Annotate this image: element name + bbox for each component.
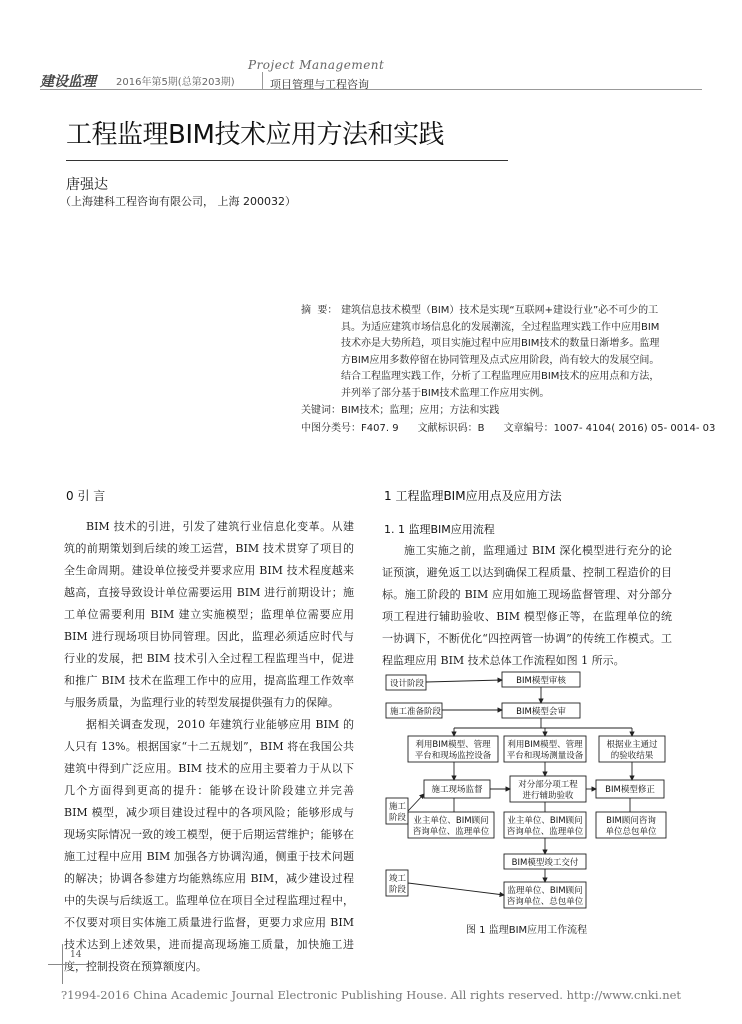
crop-mark: [62, 944, 63, 984]
flow-connector: [408, 794, 424, 811]
stage-completion-label: 竣工阶段: [389, 874, 407, 895]
label-box-c: 根据业主通过的验收结果: [606, 740, 658, 761]
paragraph: 施工实施之前，监理通过 BIM 深化模型进行充分的论证预演，避免返工以达到确保工程质量、控制工程造价的目标。施工阶段的 BIM 应用如施工现场监督管理、对分部分项工程进行辅助验收、BIM 模型修正等，在监理单位的统一协调下，不断优化“四控两管一协调”的传统工作模式。工程监理应用 BIM 技术总体工作流程如图 1 所示。: [382, 544, 672, 667]
left-column-body: [64, 516, 354, 978]
stage-construction-label: 施工阶段: [389, 802, 407, 823]
flow-connector: [426, 680, 502, 682]
abstract-line: 建筑信息技术模型（BIM）技术是实现“互联网+建设行业”必不可少的工: [341, 305, 659, 316]
abstract-label: 摘 要：: [301, 305, 338, 316]
keywords: 关键词：BIM技术；监理；应用；方法和实践: [301, 405, 500, 416]
journal-column-title: 项目管理与工程咨询: [270, 78, 369, 91]
label-sub-acceptance: 对分部分项工程进行辅助验收: [518, 780, 578, 801]
abstract-line: 具。为适应建筑市场信息化的发展潮流，全过程监理实践工作中应用BIM: [341, 321, 660, 333]
section-heading-1: 1 工程监理BIM应用点及应用方法: [384, 489, 562, 503]
abstract-text: [341, 303, 659, 402]
abstract-line: 技术亦是大势所趋，项目实施过程中应用BIM技术的数量日渐增多。监理: [341, 338, 660, 349]
flow-connector: [408, 883, 504, 895]
author-affiliation: （上海建科工程咨询有限公司， 上海 200032）: [60, 195, 296, 208]
label-model-meeting: BIM模型会审: [516, 707, 566, 717]
article-author: 唐强达: [66, 177, 108, 193]
abstract-line: 并列举了部分基于BIM技术监理工作应用实例。: [341, 387, 550, 399]
label-box-b: 利用BIM模型、管理平台和现场测量设备: [506, 740, 584, 761]
copyright-footer: ?1994-2016 China Academic Journal Electronic Publishing House. All rights reserved. http://www.cnki.net: [60, 988, 682, 1002]
label-model-fix: BIM模型修正: [605, 785, 655, 795]
label-handover: BIM模型竣工交付: [511, 858, 579, 868]
header-divider-tick: [262, 72, 263, 90]
label-party-final: 监理单位、BIM顾问咨询单位、总包单位: [506, 886, 584, 907]
stage-design-label: 设计阶段: [390, 679, 425, 689]
label-site-supervision: 施工现场监督: [431, 785, 483, 795]
abstract-line: 方BIM应用多数停留在协同管理及点式应用阶段，尚有较大的发展空间。: [341, 354, 660, 366]
label-box-a: 利用BIM模型、管理平台和现场监控设备: [414, 740, 492, 761]
figure-1-flowchart: [384, 670, 674, 922]
figure-caption: 图 1 监理BIM应用工作流程: [466, 925, 588, 936]
journal-section-en: Project Management: [248, 58, 385, 72]
label-party-3: BIM顾问咨询单位总包单位: [605, 816, 657, 837]
flowchart-svg: [384, 670, 674, 918]
section-heading-intro: 0 引 言: [66, 489, 106, 503]
label-model-review: BIM模型审核: [516, 676, 566, 686]
title-rule: [66, 160, 508, 161]
paragraph: BIM 技术的引进，引发了建筑行业信息化变革。从建筑的前期策划到后续的竣工运营，BIM 技术贯穿了项目的全生命周期。建设单位接受并要求应用 BIM 技术程度越来越高，直接导致设计单位需要运用 BIM 进行前期设计；施工单位需要利用 BIM 建立实施模型；监理单位需要应用 BIM 进行现场项目协同管理。因此，监理必须适应时代与行业的发展，把 BIM 技术引入全过程工程监理当中，促进和推广 BIM 技术在监理工作中的应用，提高监理工作效率与服务质量，为监理行业的转型发展提供强有力的保障。: [64, 520, 354, 709]
page-number: 14: [70, 950, 82, 960]
abstract-line: 结合工程监理实践工作，分析了工程监理应用BIM技术的应用点和方法，: [341, 371, 660, 382]
header-rule: [40, 89, 702, 90]
article-title: 工程监理BIM技术应用方法和实践: [66, 120, 444, 150]
journal-logo: 建设监理: [40, 74, 96, 90]
paragraph: 据相关调查发现，2010 年建筑行业能够应用 BIM 的人只有 13%。根据国家“十二五规划”，BIM 将在我国公共建筑中得到广泛应用。BIM 技术的应用主要着力于从以下几个方面得到更高的提升：能够在设计阶段建立并完善 BIM 模型，减少项目建设过程中的各项风险；能够形成与现场实际情况一致的竣工模型，便于后期运营维护；能够在施工过程中应用 BIM 加强各方协调沟通，侧重于技术问题的解决；协调各参建方均能熟练应用 BIM，减少建设过程中的失误与后续返工。监理单位在项目全过程监理过程中，不仅要对项目实体施工质量进行监督，更要力求应用 BIM 技术达到上述效果，进而提高现场施工质量，加快施工进度，控制投资在预算额度内。: [64, 718, 354, 973]
right-column-body: [382, 540, 672, 672]
stage-prep-label: 施工准备阶段: [390, 707, 442, 717]
subsection-heading-1-1: 1. 1 监理BIM应用流程: [384, 523, 495, 536]
classification-codes: 中图分类号：F407. 9 文献标识码：B 文章编号：1007- 4104( 2016) 05- 0014- 03: [301, 422, 716, 434]
abstract-block: [301, 303, 716, 437]
crop-mark: [48, 964, 88, 965]
journal-issue: 2016年第5期(总第203期): [116, 77, 235, 88]
label-party-2: 业主单位、BIM顾问咨询单位、监理单位: [506, 816, 584, 837]
label-party-1: 业主单位、BIM顾问咨询单位、监理单位: [412, 816, 490, 837]
